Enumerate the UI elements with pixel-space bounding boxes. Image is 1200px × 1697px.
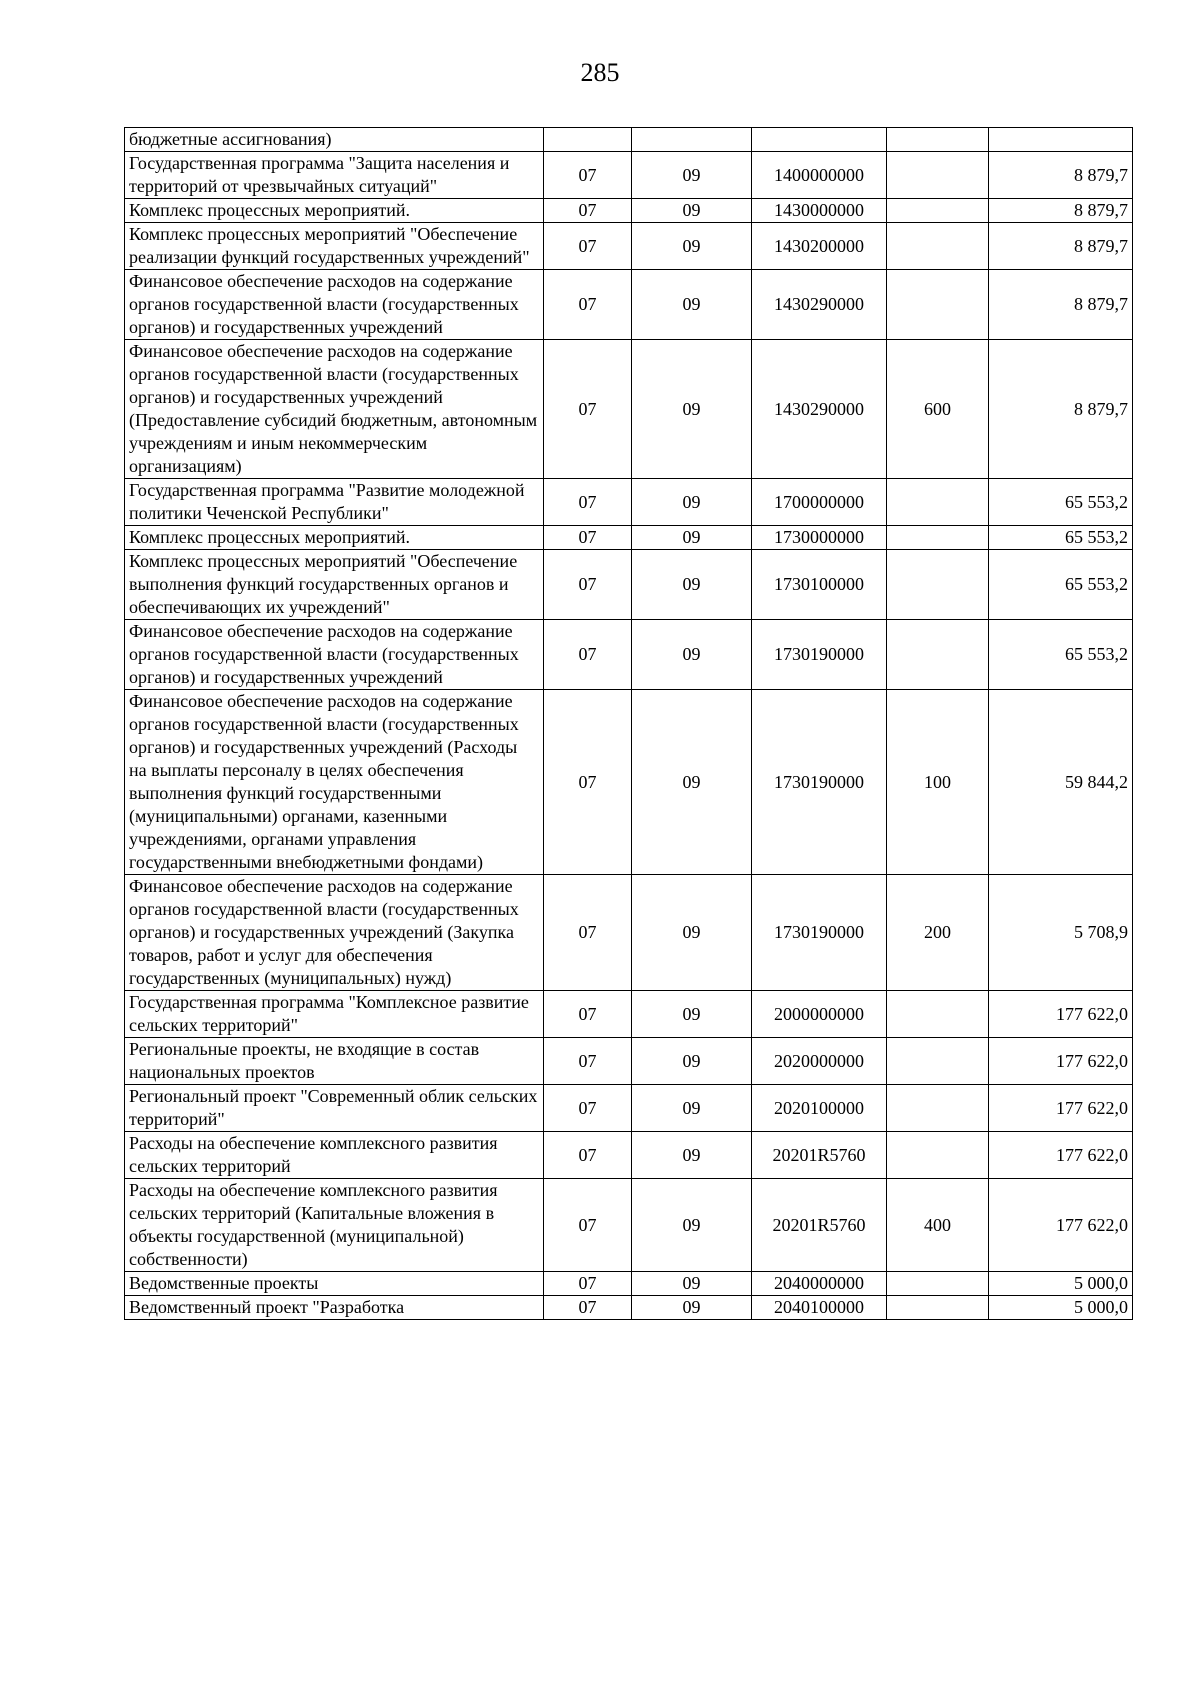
row-subsection-cell: 09: [632, 875, 752, 991]
row-section-cell: 07: [544, 340, 632, 479]
row-target-article-cell: 20201R5760: [752, 1132, 887, 1179]
row-name-cell: Расходы на обеспечение комплексного развития сельских территорий (Капитальные вложения в объекты государственной (муниципальной) собственности): [125, 1179, 544, 1272]
row-section-cell: 07: [544, 1296, 632, 1320]
row-amount-cell: 8 879,7: [989, 340, 1133, 479]
row-target-article-cell: 2000000000: [752, 991, 887, 1038]
row-section-cell: 07: [544, 199, 632, 223]
row-target-article-cell: 1430000000: [752, 199, 887, 223]
row-section-cell: 07: [544, 991, 632, 1038]
row-name-cell: Комплекс процессных мероприятий "Обеспечение реализации функций государственных учреждений": [125, 223, 544, 270]
table-row: [125, 1272, 1133, 1296]
row-expense-type-cell: 400: [887, 1179, 989, 1272]
row-target-article-cell: 20201R5760: [752, 1179, 887, 1272]
row-expense-type-cell: [887, 550, 989, 620]
row-amount-cell: 65 553,2: [989, 550, 1133, 620]
row-section-cell: 07: [544, 1038, 632, 1085]
table-row: [125, 1179, 1133, 1272]
row-section-cell: 07: [544, 270, 632, 340]
row-name-cell: Финансовое обеспечение расходов на содержание органов государственной власти (государственных органов) и государственных учреждений (Расходы на выплаты персоналу в целях обеспечения выполнения функций государственными (муниципальными) органами, казенными учреждениями, органами управления государственными внебюджетными фондами): [125, 690, 544, 875]
row-section-cell: 07: [544, 875, 632, 991]
row-section-cell: 07: [544, 1272, 632, 1296]
table-row: [125, 1132, 1133, 1179]
table-row: [125, 550, 1133, 620]
row-expense-type-cell: [887, 1085, 989, 1132]
table-row: [125, 1296, 1133, 1320]
row-name-cell: Ведомственные проекты: [125, 1272, 544, 1296]
row-expense-type-cell: [887, 152, 989, 199]
table-row: [125, 479, 1133, 526]
row-amount-cell: 59 844,2: [989, 690, 1133, 875]
row-amount-cell: 65 553,2: [989, 526, 1133, 550]
row-target-article-cell: 1730000000: [752, 526, 887, 550]
table-row: [125, 875, 1133, 991]
row-target-article-cell: 1730190000: [752, 690, 887, 875]
page-number: 285: [580, 58, 620, 87]
row-name-cell: Финансовое обеспечение расходов на содержание органов государственной власти (государственных органов) и государственных учреждений (Закупка товаров, работ и услуг для обеспечения государственных (муниципальных) нужд): [125, 875, 544, 991]
row-target-article-cell: 1730190000: [752, 620, 887, 690]
row-section-cell: 07: [544, 526, 632, 550]
row-subsection-cell: 09: [632, 479, 752, 526]
row-expense-type-cell: [887, 991, 989, 1038]
row-section-cell: 07: [544, 1085, 632, 1132]
row-name-cell: Комплекс процессных мероприятий.: [125, 526, 544, 550]
row-subsection-cell: 09: [632, 199, 752, 223]
row-subsection-cell: 09: [632, 1038, 752, 1085]
row-expense-type-cell: [887, 223, 989, 270]
budget-table: [124, 127, 1133, 1320]
row-target-article-cell: 1400000000: [752, 152, 887, 199]
row-subsection-cell: 09: [632, 270, 752, 340]
row-amount-cell: 65 553,2: [989, 620, 1133, 690]
row-section-cell: 07: [544, 152, 632, 199]
row-amount-cell: 8 879,7: [989, 270, 1133, 340]
table-row: [125, 152, 1133, 199]
row-name-cell: Государственная программа "Комплексное развитие сельских территорий": [125, 991, 544, 1038]
table-row: [125, 1038, 1133, 1085]
table-row: [125, 690, 1133, 875]
row-name-cell: Расходы на обеспечение комплексного развития сельских территорий: [125, 1132, 544, 1179]
row-name-cell: Финансовое обеспечение расходов на содержание органов государственной власти (государственных органов) и государственных учреждений: [125, 270, 544, 340]
row-section-cell: 07: [544, 690, 632, 875]
row-name-cell: Региональный проект "Современный облик сельских территорий": [125, 1085, 544, 1132]
row-name-cell: Государственная программа "Развитие молодежной политики Чеченской Республики": [125, 479, 544, 526]
row-name-cell: Комплекс процессных мероприятий.: [125, 199, 544, 223]
row-subsection-cell: 09: [632, 991, 752, 1038]
row-amount-cell: 5 000,0: [989, 1296, 1133, 1320]
row-section-cell: 07: [544, 479, 632, 526]
row-expense-type-cell: [887, 620, 989, 690]
table-row: [125, 199, 1133, 223]
row-name-cell: Комплекс процессных мероприятий "Обеспечение выполнения функций государственных органов и обеспечивающих их учреждений": [125, 550, 544, 620]
row-target-article-cell: 1730100000: [752, 550, 887, 620]
table-row: [125, 620, 1133, 690]
table-row: [125, 340, 1133, 479]
row-amount-cell: 65 553,2: [989, 479, 1133, 526]
row-expense-type-cell: 100: [887, 690, 989, 875]
row-expense-type-cell: [887, 1038, 989, 1085]
row-amount-cell: 8 879,7: [989, 199, 1133, 223]
row-name-cell: Государственная программа "Защита населения и территорий от чрезвычайных ситуаций": [125, 152, 544, 199]
row-target-article-cell: 1430290000: [752, 340, 887, 479]
row-amount-cell: 177 622,0: [989, 1038, 1133, 1085]
row-section-cell: 07: [544, 223, 632, 270]
row-section-cell: [544, 128, 632, 152]
row-section-cell: 07: [544, 620, 632, 690]
row-subsection-cell: 09: [632, 1296, 752, 1320]
row-expense-type-cell: [887, 270, 989, 340]
row-subsection-cell: 09: [632, 526, 752, 550]
row-amount-cell: 5 708,9: [989, 875, 1133, 991]
row-subsection-cell: 09: [632, 1085, 752, 1132]
row-subsection-cell: 09: [632, 620, 752, 690]
row-section-cell: 07: [544, 1179, 632, 1272]
row-amount-cell: 177 622,0: [989, 1132, 1133, 1179]
row-subsection-cell: [632, 128, 752, 152]
table-row: [125, 991, 1133, 1038]
table-row: [125, 526, 1133, 550]
row-expense-type-cell: [887, 128, 989, 152]
row-section-cell: 07: [544, 1132, 632, 1179]
row-target-article-cell: 1700000000: [752, 479, 887, 526]
row-expense-type-cell: [887, 479, 989, 526]
row-expense-type-cell: 200: [887, 875, 989, 991]
row-name-cell: Ведомственный проект "Разработка: [125, 1296, 544, 1320]
row-expense-type-cell: [887, 1296, 989, 1320]
budget-table-body: [125, 128, 1133, 1320]
row-name-cell: Региональные проекты, не входящие в состав национальных проектов: [125, 1038, 544, 1085]
row-amount-cell: 177 622,0: [989, 1085, 1133, 1132]
row-target-article-cell: 1430290000: [752, 270, 887, 340]
row-expense-type-cell: [887, 1132, 989, 1179]
table-row: [125, 223, 1133, 270]
row-name-cell: Финансовое обеспечение расходов на содержание органов государственной власти (государственных органов) и государственных учреждений (Предоставление субсидий бюджетным, автономным учреждениям и иным некоммерческим организациям): [125, 340, 544, 479]
row-subsection-cell: 09: [632, 1132, 752, 1179]
row-subsection-cell: 09: [632, 223, 752, 270]
row-expense-type-cell: [887, 1272, 989, 1296]
row-subsection-cell: 09: [632, 550, 752, 620]
row-section-cell: 07: [544, 550, 632, 620]
row-name-cell: бюджетные ассигнования): [125, 128, 544, 152]
row-amount-cell: [989, 128, 1133, 152]
row-name-cell: Финансовое обеспечение расходов на содержание органов государственной власти (государственных органов) и государственных учреждений: [125, 620, 544, 690]
row-target-article-cell: 2020100000: [752, 1085, 887, 1132]
row-expense-type-cell: 600: [887, 340, 989, 479]
row-target-article-cell: 1430200000: [752, 223, 887, 270]
row-amount-cell: 177 622,0: [989, 991, 1133, 1038]
row-target-article-cell: [752, 128, 887, 152]
row-target-article-cell: 2040000000: [752, 1272, 887, 1296]
row-expense-type-cell: [887, 199, 989, 223]
table-row: [125, 1085, 1133, 1132]
row-target-article-cell: 1730190000: [752, 875, 887, 991]
row-amount-cell: 177 622,0: [989, 1179, 1133, 1272]
row-target-article-cell: 2020000000: [752, 1038, 887, 1085]
row-amount-cell: 8 879,7: [989, 223, 1133, 270]
row-subsection-cell: 09: [632, 1179, 752, 1272]
row-expense-type-cell: [887, 526, 989, 550]
table-row: [125, 270, 1133, 340]
row-subsection-cell: 09: [632, 340, 752, 479]
row-subsection-cell: 09: [632, 152, 752, 199]
row-subsection-cell: 09: [632, 1272, 752, 1296]
row-target-article-cell: 2040100000: [752, 1296, 887, 1320]
row-amount-cell: 8 879,7: [989, 152, 1133, 199]
row-subsection-cell: 09: [632, 690, 752, 875]
row-amount-cell: 5 000,0: [989, 1272, 1133, 1296]
table-row: [125, 128, 1133, 152]
